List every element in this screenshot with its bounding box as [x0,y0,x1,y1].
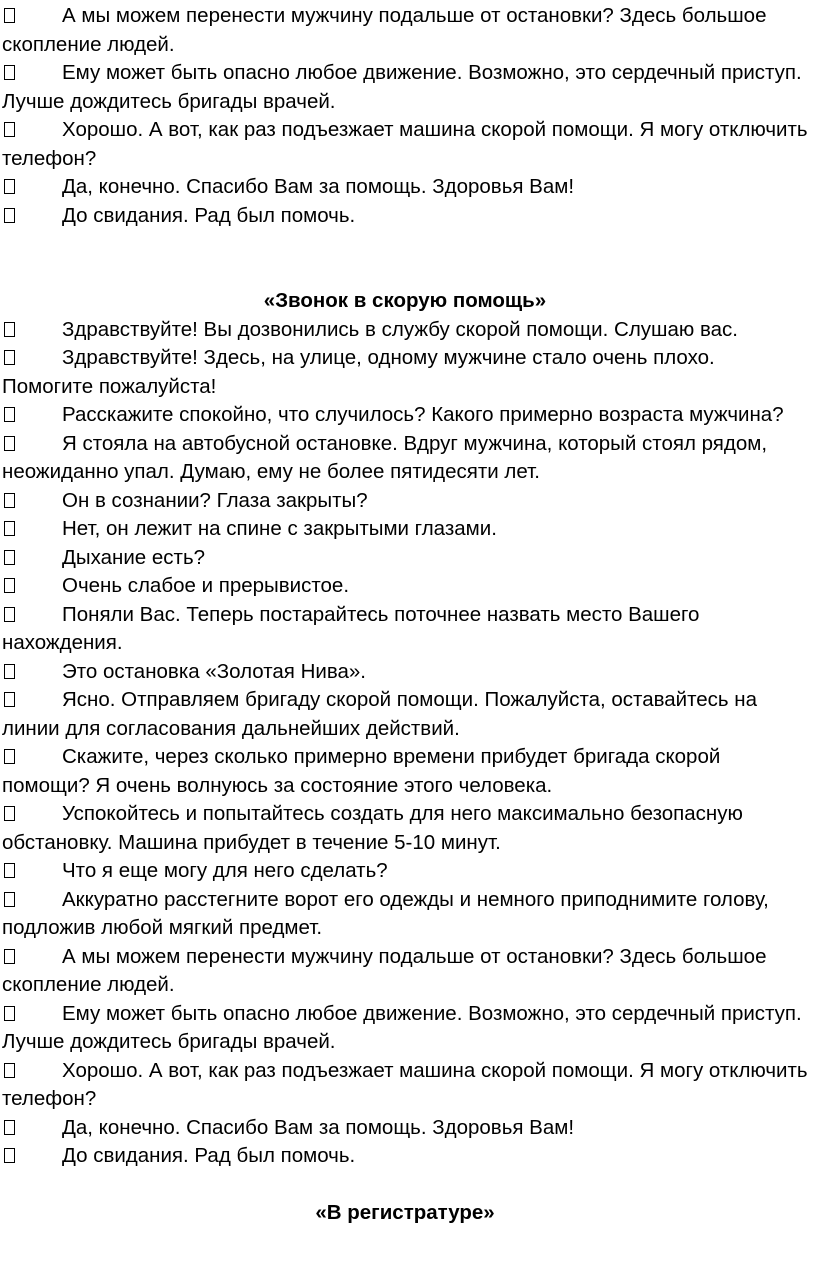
dialogue-line-text: А мы можем перенести мужчину подальше от остановки? Здесь большое скопление людей. [2,944,767,996]
dialogue-line [2,658,808,687]
dialogue-line-text: Здравствуйте! Вы дозвонились в службу скорой помощи. Слушаю вас. [62,317,738,341]
dialogue-line-text: Что я еще могу для него сделать? [62,859,388,882]
dialogue-line-text: До свидания. Рад был помочь. [62,203,356,227]
checkbox-bullet-icon [4,692,15,707]
dialogue-line [2,886,808,943]
checkbox-bullet-icon [4,407,15,422]
dialogue-line [2,800,808,857]
checkbox-bullet-icon [4,949,15,964]
dialogue-line-text: Скажите, через сколько примерно времени прибудет бригада скорой помощи? Я очень волнуюсь за состояние этого человека. [2,745,721,797]
dialogue-line [2,59,808,116]
dialogue-section-top [2,2,808,230]
checkbox-bullet-icon [4,578,15,593]
dialogue-line [2,487,808,516]
dialogue-line-text: Это остановка «Золотая Нива». [62,659,366,683]
spacer [2,1171,808,1199]
dialogue-line [2,544,808,573]
dialogue-line [2,2,808,59]
section-heading: «Звонок в скорую помощь» [263,289,547,312]
checkbox-bullet-icon [4,493,15,508]
dialogue-line-text: Ясно. Отправляем бригаду скорой помощи. Пожалуйста, оставайтесь на линии для согласования дальнейших действий. [2,688,758,740]
dialogue-line [2,173,808,202]
dialogue-line [2,116,808,173]
dialogue-line-text: Хорошо. А вот, как раз подъезжает машина скорой помощи. Я могу отключить телефон? [2,118,808,170]
dialogue-line [2,743,808,800]
checkbox-bullet-icon [4,550,15,565]
dialogue-line [2,344,808,401]
dialogue-line [2,601,808,658]
dialogue-line-text: Да, конечно. Спасибо Вам за помощь. Здоровья Вам! [62,1115,575,1139]
dialogue-line [2,1114,808,1143]
dialogue-line-text: Поняли Вас. Теперь постарайтесь поточнее назвать место Вашего нахождения. [2,602,700,654]
checkbox-bullet-icon [4,806,15,821]
dialogue-line [2,1000,808,1057]
dialogue-line [2,1057,808,1114]
spacer [2,230,808,287]
checkbox-bullet-icon [4,350,15,365]
checkbox-bullet-icon [4,749,15,764]
dialogue-line-text: Ему может быть опасно любое движение. Возможно, это сердечный приступ. Лучше дождитесь бригады врачей. [2,61,802,113]
checkbox-bullet-icon [4,65,15,80]
checkbox-bullet-icon [4,179,15,194]
dialogue-line-text: Да, конечно. Спасибо Вам за помощь. Здоровья Вам! [62,175,575,198]
dialogue-line-text: Он в сознании? Глаза закрыты? [62,488,368,512]
dialogue-line-text: Дыхание есть? [62,545,206,569]
checkbox-bullet-icon [4,8,15,23]
checkbox-bullet-icon [4,1120,15,1135]
dialogue-line [2,572,808,601]
dialogue-section-ambulance-call [2,287,808,1171]
dialogue-line-text: Нет, он лежит на спине с закрытыми глазами. [62,517,497,540]
checkbox-bullet-icon [4,664,15,679]
checkbox-bullet-icon [4,863,15,878]
dialogue-line [2,515,808,544]
dialogue-line-text: Ему может быть опасно любое движение. Возможно, это сердечный приступ. Лучше дождитесь бригады врачей. [2,1001,802,1053]
dialogue-line-text: Расскажите спокойно, что случилось? Какого примерно возраста мужчина? [62,403,784,426]
dialogue-line [2,202,808,231]
dialogue-line-text: Здравствуйте! Здесь, на улице, одному мужчине стало очень плохо. Помогите пожалуйста! [2,346,715,398]
dialogue-line [2,430,808,487]
checkbox-bullet-icon [4,122,15,137]
checkbox-bullet-icon [4,1063,15,1078]
checkbox-bullet-icon [4,521,15,536]
checkbox-bullet-icon [4,208,15,223]
checkbox-bullet-icon [4,1006,15,1021]
dialogue-line [2,316,808,345]
dialogue-line [2,1142,808,1171]
checkbox-bullet-icon [4,892,15,907]
dialogue-line [2,857,808,886]
section-heading: «В регистратуре» [315,1200,495,1224]
dialogue-line [2,686,808,743]
dialogue-section-registry [2,1199,808,1228]
checkbox-bullet-icon [4,436,15,451]
dialogue-line [2,943,808,1000]
dialogue-line-text: Аккуратно расстегните ворот его одежды и немного приподнимите голову, подложив любой мягкий предмет. [2,887,769,939]
dialogue-line-text: Очень слабое и прерывистое. [62,574,350,597]
dialogue-line-text: До свидания. Рад был помочь. [62,1144,356,1167]
dialogue-line [2,401,808,430]
dialogue-line-text: А мы можем перенести мужчину подальше от остановки? Здесь большое скопление людей. [2,4,767,56]
dialogue-line-text: Я стояла на автобусной остановке. Вдруг мужчина, который стоял рядом, неожиданно упал. Думаю, ему не более пятидесяти лет. [2,431,768,483]
checkbox-bullet-icon [4,1148,15,1163]
dialogue-line-text: Успокойтесь и попытайтесь создать для него максимально безопасную обстановку. Машина прибудет в течение 5-10 минут. [2,802,743,854]
checkbox-bullet-icon [4,322,15,337]
dialogue-line-text: Хорошо. А вот, как раз подъезжает машина скорой помощи. Я могу отключить телефон? [2,1058,808,1110]
checkbox-bullet-icon [4,607,15,622]
